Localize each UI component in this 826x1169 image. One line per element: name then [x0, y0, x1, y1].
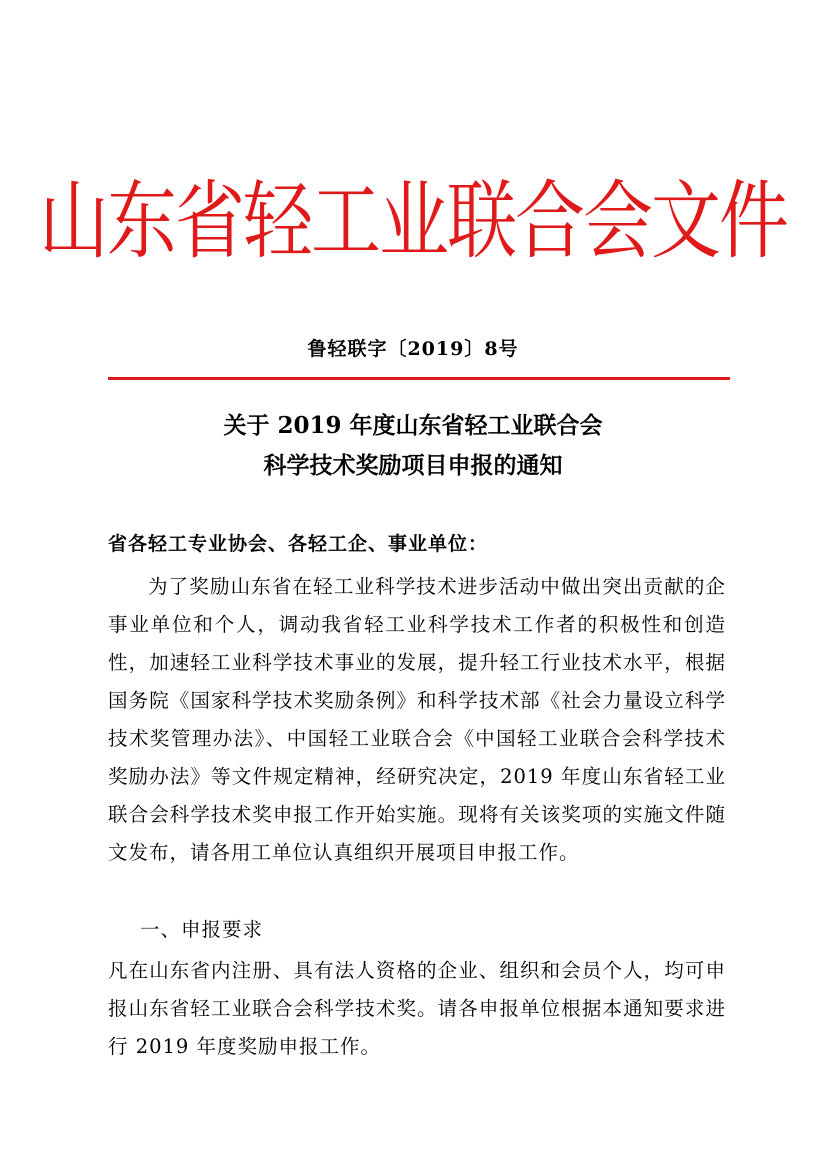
notice-title-line-1: 关于 2019 年度山东省轻工业联合会 — [223, 412, 603, 439]
salutation: 省各轻工专业协会、各轻工企、事业单位： — [108, 533, 489, 555]
section-heading-1: 一、申报要求 — [140, 918, 264, 941]
masthead-title: 山东省轻工业联合会文件 — [39, 170, 787, 272]
red-divider-line — [108, 377, 730, 380]
document-number: 鲁轻联字〔2019〕8号 — [307, 338, 519, 360]
body-paragraph-2: 凡在山东省内注册、具有法人资格的企业、组织和会员个人，均可申报山东省轻工业联合会科学技术奖。请各申报单位根据本通知要求进行 2019 年度奖励申报工作。 — [108, 959, 726, 1058]
body-paragraph-1: 为了奖励山东省在轻工业科学技术进步活动中做出突出贡献的企事业单位和个人，调动我省轻工业科学技术工作者的积极性和创造性，加速轻工业科学技术事业的发展，提升轻工行业技术水平，根据国务院《国家科学技术奖励条例》和科学技术部《社会力量设立科学技术奖管理办法》、中国轻工业联合会《中国轻工业联合会科学技术奖励办法》等文件规定精神，经研究决定，2019 年度山东省轻工业联合会科学技术奖申报工作开始实施。现将有关该奖项的实施文件随文发布，请各用工单位认真组织开展项目申报工作。 — [108, 575, 726, 864]
notice-title-line-2: 科学技术奖励项目申报的通知 — [263, 452, 563, 479]
